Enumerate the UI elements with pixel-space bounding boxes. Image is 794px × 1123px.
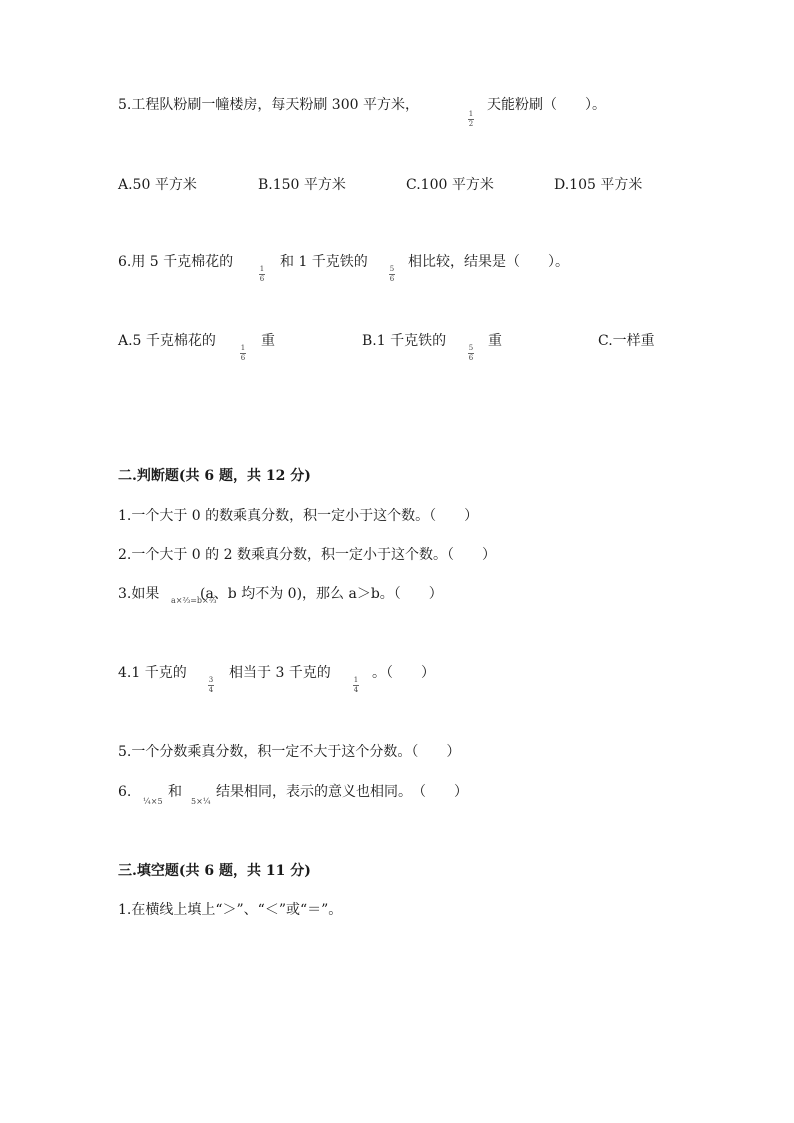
section2-item-4-frac2-num: 1 (353, 676, 359, 684)
q5-fraction-num: 1 (468, 110, 474, 118)
q6-option-b-frac (468, 345, 474, 362)
section2-item-1: 1.一个大于 0 的数乘真分数，积一定小于这个数。（ ） (118, 508, 479, 524)
q5-fraction (468, 111, 474, 128)
q6-option-a-after: 重 (261, 333, 275, 349)
section2-item-6-num: 6. (118, 784, 132, 800)
q6-option-b-frac-num: 5 (468, 344, 474, 352)
q5-fraction-den: 2 (468, 120, 474, 128)
section2-item-3-after: (a、b 均不为 0)，那么 a＞b。（ ） (200, 586, 443, 602)
section3-item-1: 1.在横线上填上“＞”、“＜”或“＝”。 (118, 902, 343, 918)
q6-option-b-frac-den: 6 (468, 354, 474, 362)
section2-item-3-formula: a×⅔=b×⅔ (171, 596, 217, 605)
section2-item-6-expr2: 5×¼ (191, 797, 211, 806)
section2-item-4-part2: 相当于 3 千克的 (229, 665, 331, 681)
section2-item-4-frac1-num: 3 (208, 676, 214, 684)
q6-part1: 6.用 5 千克棉花的 (118, 254, 234, 270)
q6-frac2 (389, 266, 395, 283)
q5-option-c: C.100 平方米 (406, 177, 494, 193)
section2-item-6-after: 结果相同，表示的意义也相同。 （ ） (216, 784, 468, 800)
q6-option-a-text: A.5 千克棉花的 (118, 333, 216, 349)
q6-option-a-frac-den: 6 (240, 354, 246, 362)
section2-item-4-frac2 (353, 677, 359, 694)
q6-part3: 相比较，结果是（ ）。 (408, 254, 569, 270)
q5-option-a: A.50 平方米 (118, 177, 197, 193)
q6-frac1-den: 6 (259, 275, 265, 283)
q6-option-a-frac (240, 345, 246, 362)
q6-option-b-after: 重 (488, 333, 502, 349)
q5-stem-before: 5.工程队粉刷一幢楼房，每天粉刷 300 平方米， (118, 97, 419, 113)
section2-item-3-before: 3.如果 (118, 586, 160, 602)
section2-item-4-part1: 4.1 千克的 (118, 665, 187, 681)
q6-frac2-den: 6 (389, 275, 395, 283)
section2-item-4-frac1-den: 4 (208, 686, 214, 694)
q6-option-b-text: B.1 千克铁的 (362, 333, 447, 349)
q5-option-d: D.105 平方米 (554, 177, 643, 193)
q6-frac2-num: 5 (389, 265, 395, 273)
q6-frac1-num: 1 (259, 265, 265, 273)
section2-heading: 二.判断题(共 6 题，共 12 分) (118, 468, 311, 484)
section2-item-4-frac1 (208, 677, 214, 694)
section2-item-2: 2.一个大于 0 的 2 数乘真分数，积一定小于这个数。（ ） (118, 547, 496, 563)
q6-option-c: C.一样重 (598, 333, 655, 349)
section2-item-5: 5.一个分数乘真分数，积一定不大于这个分数。（ ） (118, 744, 461, 760)
q6-frac1 (259, 266, 265, 283)
section3-heading: 三.填空题(共 6 题，共 11 分) (118, 863, 311, 879)
section2-item-4-frac2-den: 4 (353, 686, 359, 694)
section2-item-4-part3: 。（ ） (372, 665, 435, 681)
q6-option-a-frac-num: 1 (240, 344, 246, 352)
q5-option-b: B.150 平方米 (258, 177, 346, 193)
section2-item-6-expr1: ¼×5 (143, 797, 163, 806)
q6-part2: 和 1 千克铁的 (280, 254, 368, 270)
section2-item-6-and: 和 (168, 784, 182, 800)
q5-stem-after: 天能粉刷（ ）。 (487, 97, 606, 113)
